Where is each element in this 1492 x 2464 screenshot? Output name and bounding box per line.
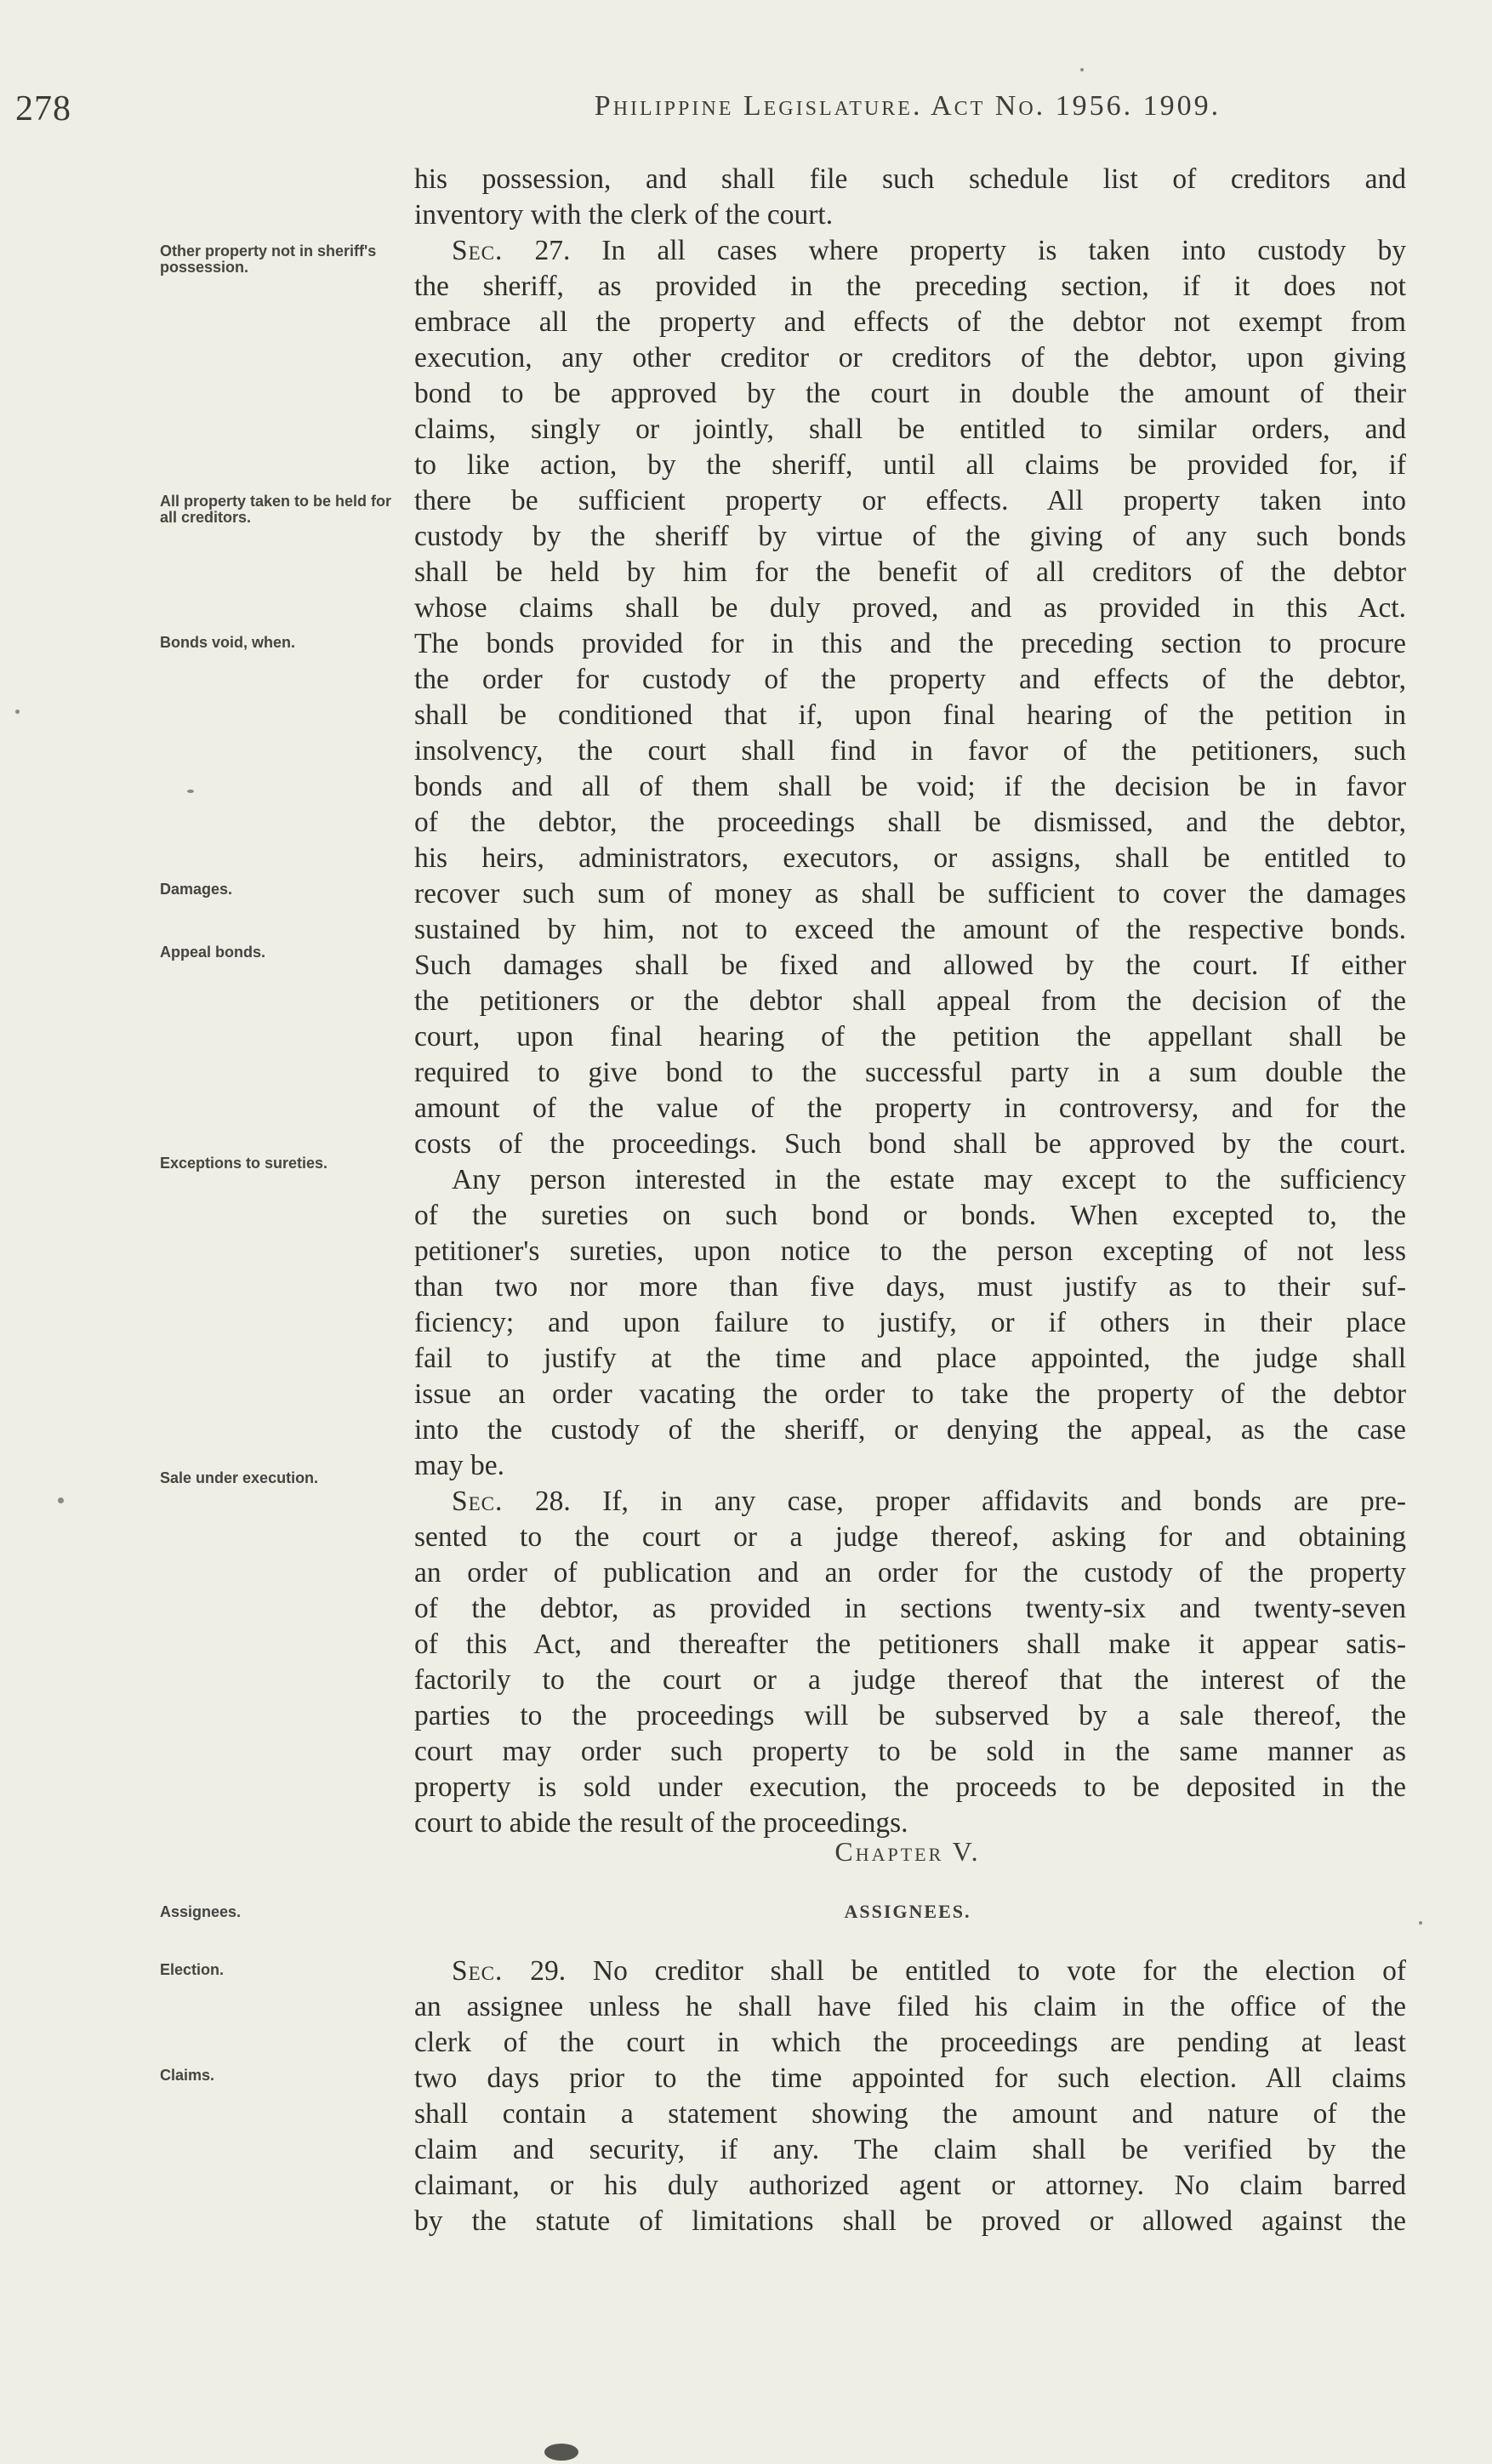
text-line: the order for custody of the property and effects of the debtor, — [414, 664, 1406, 695]
text-line: insolvency, the court shall find in favor of the petitioners, such — [414, 735, 1406, 767]
text-line: factorily to the court or a judge thereof that the interest of the — [414, 1664, 1406, 1696]
text-line: The bonds provided for in this and the preceding section to procure — [414, 628, 1406, 659]
section-marker: Sec. — [452, 1955, 504, 1987]
chapter-subtitle: ASSIGNEES. — [844, 1901, 971, 1922]
text-line: by the statute of limitations shall be proved or allowed against the — [414, 2205, 1406, 2237]
text-line: court may order such property to be sold in the same manner as — [414, 1736, 1406, 1767]
text-line: amount of the value of the property in controversy, and for the — [414, 1092, 1406, 1124]
paper-speck — [1080, 68, 1084, 71]
text-line: parties to the proceedings will be subserved by a sale thereof, the — [414, 1700, 1406, 1731]
text-line: bonds and all of them shall be void; if the decision be in favor — [414, 771, 1406, 802]
text-line: than two nor more than five days, must justify as to their suf- — [414, 1271, 1406, 1303]
text-line: sented to the court or a judge thereof, asking for and obtaining — [414, 1521, 1406, 1553]
paper-speck — [58, 1497, 64, 1503]
page-number: 278 — [15, 89, 71, 128]
text-line: embrace all the property and effects of the debtor not exempt from — [414, 306, 1406, 338]
paper-speck — [15, 710, 20, 714]
text-line: of the sureties on such bond or bonds. When excepted to, the — [414, 1200, 1406, 1231]
margin-note-claims: Claims. — [160, 2067, 215, 2084]
text-line: issue an order vacating the order to take the property of the debtor — [414, 1378, 1406, 1410]
text-line: claim and security, if any. The claim shall be verified by the — [414, 2134, 1406, 2165]
text-line: Such damages shall be fixed and allowed by the court. If either — [414, 950, 1406, 981]
text-line: his heirs, administrators, executors, or assigns, shall be entitled to — [414, 842, 1406, 874]
text-line: into the custody of the sheriff, or denying the appeal, as the case — [414, 1414, 1406, 1446]
running-head: Philippine Legislature. Act No. 1956. 1909. — [594, 90, 1222, 122]
text-line: the sheriff, as provided in the preceding section, if it does not — [414, 271, 1406, 302]
margin-note-property-held-for-creditors: All property taken to be held for all creditors. — [160, 493, 392, 526]
chapter-title: Chapter V. — [834, 1836, 981, 1867]
text-line: property is sold under execution, the proceeds to be deposited in the — [414, 1771, 1406, 1803]
text-line: may be. — [414, 1450, 505, 1481]
margin-note-exceptions-to-sureties: Exceptions to sureties. — [160, 1155, 328, 1172]
margin-note-assignees: Assignees. — [160, 1903, 242, 1920]
text-line: Any person interested in the estate may except to the sufficiency — [452, 1164, 1406, 1195]
text-line: clerk of the court in which the proceedings are pending at least — [414, 2027, 1406, 2058]
paper-speck — [187, 790, 194, 793]
text-line: to like action, by the sheriff, until all claims be provided for, if — [414, 449, 1406, 481]
text-line: court to abide the result of the proceedings. — [414, 1807, 908, 1839]
text-line: whose claims shall be duly proved, and as provided in this Act. — [414, 592, 1406, 624]
margin-note-appeal-bonds: Appeal bonds. — [160, 944, 266, 961]
text-line: Sec. 27. In all cases where property is taken into custody by — [452, 235, 1406, 266]
text-line: inventory with the clerk of the court. — [414, 199, 834, 231]
section-marker: Sec. — [452, 1486, 504, 1517]
text-line: claimant, or his duly authorized agent or attorney. No claim barred — [414, 2170, 1406, 2201]
text-line: execution, any other creditor or creditors of the debtor, upon giving — [414, 342, 1406, 374]
margin-note-sale-under-execution: Sale under execution. — [160, 1469, 319, 1486]
paper-speck — [544, 2444, 578, 2461]
text-line: required to give bond to the successful party in a sum double the — [414, 1057, 1406, 1088]
margin-note-other-property: Other property not in sheriff's possession. — [160, 242, 377, 276]
text-line: two days prior to the time appointed for such election. All claims — [414, 2062, 1406, 2094]
margin-note-bonds-void: Bonds void, when. — [160, 634, 296, 651]
text-line: of this Act, and thereafter the petitioners shall make it appear satis- — [414, 1628, 1406, 1660]
text-line: shall be held by him for the benefit of all creditors of the debtor — [414, 556, 1406, 588]
text-line: petitioner's sureties, upon notice to the person excepting of not less — [414, 1235, 1406, 1267]
text-line: an order of publication and an order for the custody of the property — [414, 1557, 1406, 1588]
text-line: claims, singly or jointly, shall be entitled to similar orders, and — [414, 414, 1406, 445]
text-line: the petitioners or the debtor shall appeal from the decision of the — [414, 985, 1406, 1017]
text-line: bond to be approved by the court in double the amount of their — [414, 378, 1406, 409]
text-line: fail to justify at the time and place appointed, the judge shall — [414, 1343, 1406, 1374]
text-line: his possession, and shall file such schedule list of creditors and — [414, 163, 1406, 195]
text-line: ficiency; and upon failure to justify, or if others in their place — [414, 1307, 1406, 1338]
paper-speck — [1419, 1921, 1422, 1925]
section-marker: Sec. — [452, 235, 504, 266]
text-line: court, upon final hearing of the petition the appellant shall be — [414, 1021, 1406, 1052]
text-line: sustained by him, not to exceed the amount of the respective bonds. — [414, 914, 1406, 945]
text-line: there be sufficient property or effects. All property taken into — [414, 485, 1406, 516]
text-line: shall contain a statement showing the amount and nature of the — [414, 2098, 1406, 2130]
margin-note-damages: Damages. — [160, 881, 233, 898]
text-line: shall be conditioned that if, upon final hearing of the petition in — [414, 699, 1406, 731]
text-line: an assignee unless he shall have filed his claim in the office of the — [414, 1991, 1406, 2022]
text-line: Sec. 28. If, in any case, proper affidavits and bonds are pre- — [452, 1486, 1406, 1517]
text-line: of the debtor, the proceedings shall be dismissed, and the debtor, — [414, 807, 1406, 838]
text-line: of the debtor, as provided in sections twenty-six and twenty-seven — [414, 1593, 1406, 1624]
margin-note-election: Election. — [160, 1961, 225, 1978]
text-line: costs of the proceedings. Such bond shall be approved by the court. — [414, 1128, 1406, 1160]
text-line: recover such sum of money as shall be sufficient to cover the damages — [414, 878, 1406, 910]
text-line: Sec. 29. No creditor shall be entitled to vote for the election of — [452, 1955, 1406, 1987]
text-line: custody by the sheriff by virtue of the giving of any such bonds — [414, 521, 1406, 552]
